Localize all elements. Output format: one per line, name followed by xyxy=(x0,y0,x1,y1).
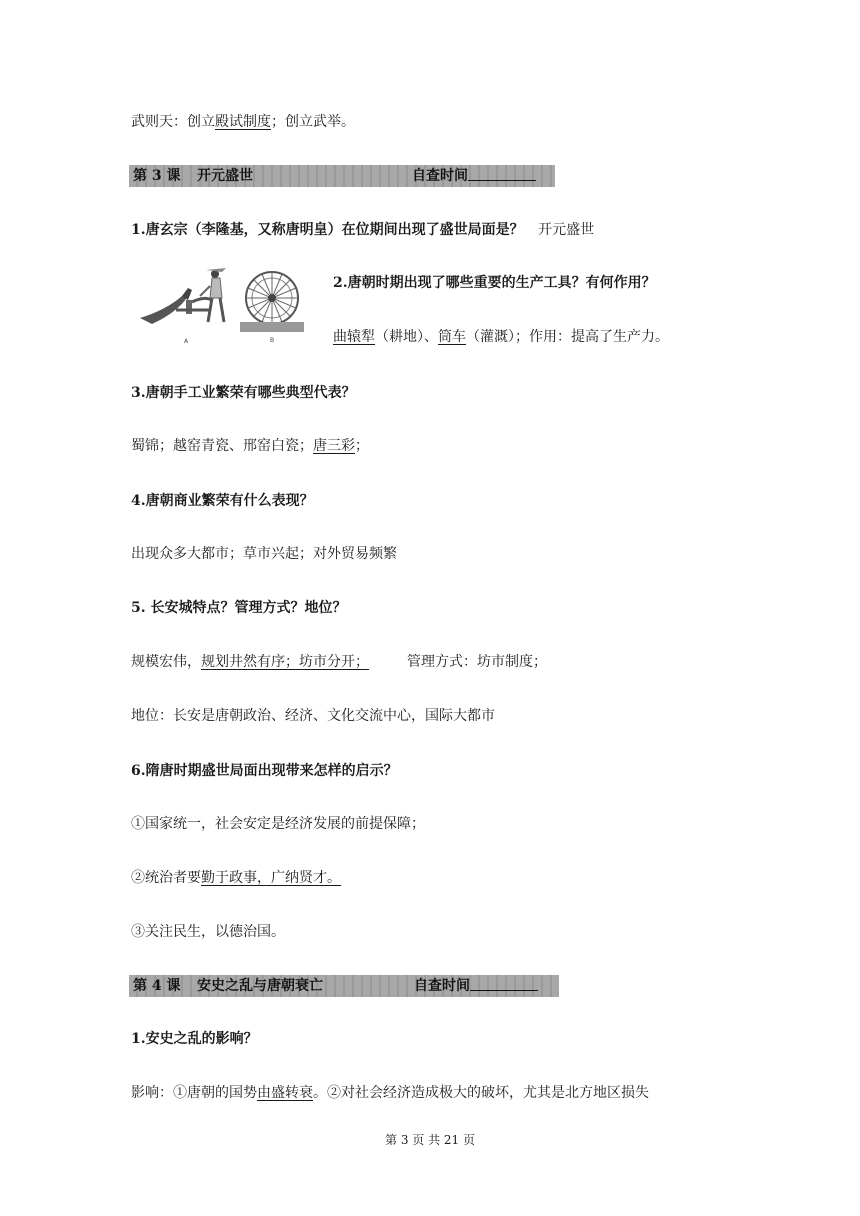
answer-6-point-2 xyxy=(131,868,341,888)
curved-plow-illustration xyxy=(140,268,226,345)
self-check-blank xyxy=(470,975,538,991)
text: 规模宏伟， xyxy=(131,654,201,670)
answer-6-point-1: ①国家统一，社会安定是经济发展的前提保障； xyxy=(131,816,425,832)
self-check-label xyxy=(414,975,538,997)
lesson-4-question-1: 1.安史之乱的影响？ xyxy=(131,1031,258,1047)
question-6: 6.隋唐时期盛世局面出现带来怎样的启示？ xyxy=(131,763,398,779)
question-4: 4.唐朝商业繁荣有什么表现？ xyxy=(131,493,314,509)
text: 。②对社会经济造成极大的破坏，尤其是北方地区损失 xyxy=(313,1085,649,1101)
answer-5-status: 地位：长安是唐朝政治、经济、文化交流中心，国际大都市 xyxy=(131,708,495,724)
wu-zetian-line xyxy=(131,112,355,132)
underlined-term: 勤于政事，广纳贤才。 xyxy=(201,870,341,886)
tool-water-wheel: 筒车 xyxy=(438,329,466,345)
management-text: 管理方式：坊市制度； xyxy=(407,654,547,670)
underlined-term: 唐三彩 xyxy=(313,438,355,454)
water-wheel-illustration xyxy=(240,272,304,344)
lesson-number: 第 3 课 xyxy=(133,168,181,184)
question-5: 5. 长安城特点？管理方式？地位？ xyxy=(131,600,347,616)
answer-5-features xyxy=(131,652,547,672)
text: 影响：①唐朝的国势 xyxy=(131,1085,257,1101)
image-b-label: B xyxy=(270,337,275,344)
text: ；创立武举。 xyxy=(271,114,355,130)
underlined-term: 由盛转衰 xyxy=(257,1085,313,1101)
page-number-footer: 第 3 页 共 21 页 xyxy=(385,1133,475,1147)
text: （灌溉）；作用：提高了生产力。 xyxy=(466,329,669,345)
underlined-term: 规划井然有序；坊市分开； xyxy=(201,654,369,670)
self-check-text: 自查时间 xyxy=(412,168,468,184)
self-check-label xyxy=(412,165,536,187)
text: ②统治者要 xyxy=(131,870,201,886)
text: ； xyxy=(355,438,369,454)
text: 蜀锦；越窑青瓷、邢窑白瓷； xyxy=(131,438,313,454)
lesson-topic: 开元盛世 xyxy=(197,168,253,184)
question-3: 3.唐朝手工业繁荣有哪些典型代表？ xyxy=(131,385,356,401)
text: 武则天：创立 xyxy=(131,114,215,130)
answer-3 xyxy=(131,436,369,456)
lesson-3-header xyxy=(129,165,555,187)
lesson-topic: 安史之乱与唐朝衰亡 xyxy=(197,978,323,994)
self-check-blank xyxy=(468,165,536,181)
question-2: 2.唐朝时期出现了哪些重要的生产工具？有何作用？ xyxy=(333,275,656,291)
lesson-4-header xyxy=(129,975,559,997)
answer-2 xyxy=(333,327,669,347)
self-check-text: 自查时间 xyxy=(414,978,470,994)
lesson-4-answer-1 xyxy=(131,1083,649,1103)
text: （耕地）、 xyxy=(375,329,438,345)
image-a-label: A xyxy=(184,338,189,345)
question-1 xyxy=(131,220,594,240)
lesson-number: 第 4 课 xyxy=(133,978,181,994)
question-text: 1.唐玄宗（李隆基，又称唐明皇）在位期间出现了盛世局面是？ xyxy=(131,222,524,238)
tool-curved-plow: 曲辕犁 xyxy=(333,329,375,345)
answer-text: 开元盛世 xyxy=(538,222,595,238)
plow-and-waterwheel-image xyxy=(136,266,328,346)
answer-4: 出现众多大都市；草市兴起；对外贸易频繁 xyxy=(131,546,397,562)
underlined-term: 殿试制度 xyxy=(215,114,271,130)
answer-6-point-3: ③关注民生，以德治国。 xyxy=(131,924,285,940)
